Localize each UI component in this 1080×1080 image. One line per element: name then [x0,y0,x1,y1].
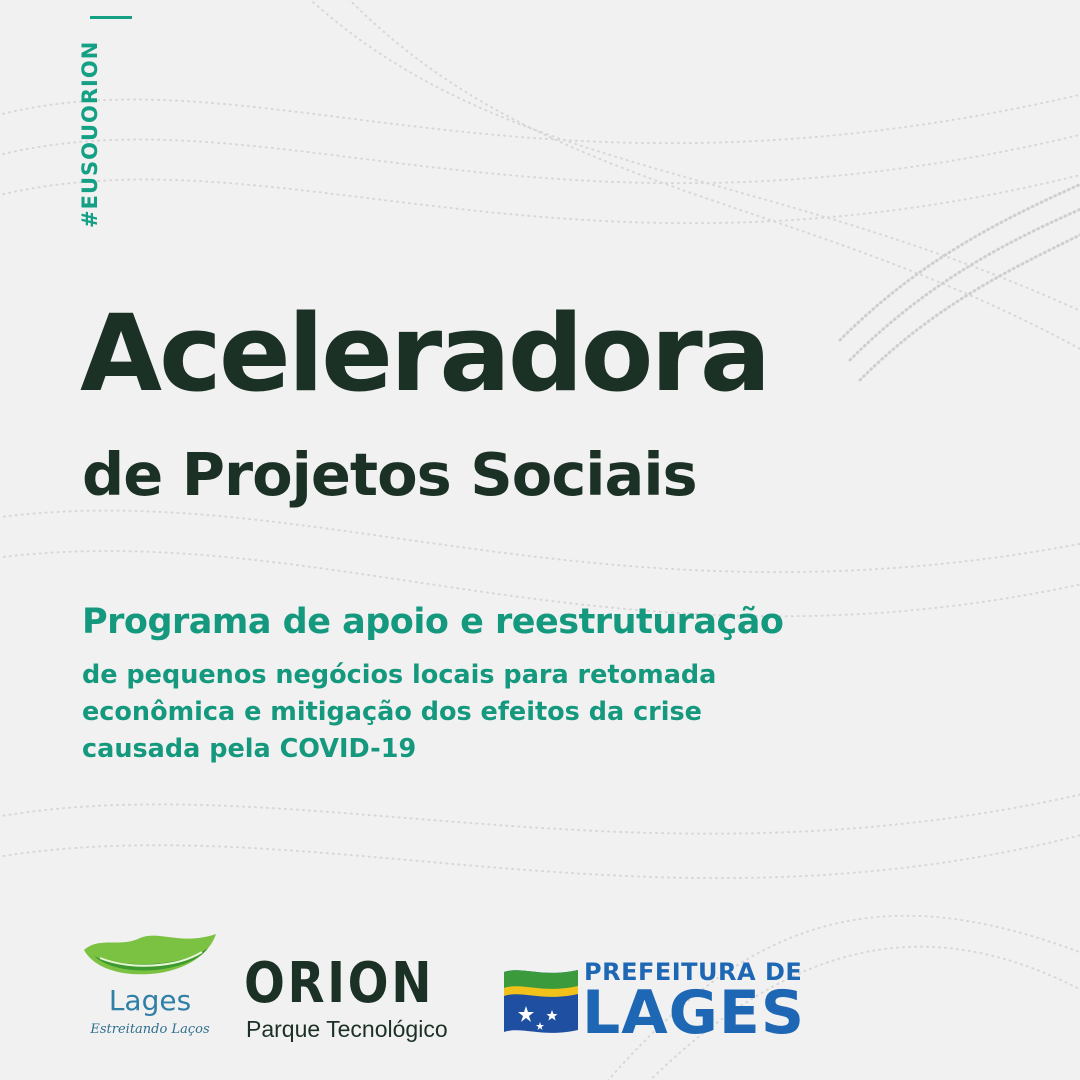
lages-wordmark: Lages [108,984,192,1017]
program-heading: Programa de apoio e reestruturação [82,602,784,642]
lages-leaf-icon [80,928,220,988]
program-line: de pequenos negócios locais para retomada [82,660,717,690]
program-line: econômica e mitigação dos efeitos da crise [82,697,702,727]
hashtag-label: #EUSOUORION [78,40,102,228]
prefeitura-heading: PREFEITURA DE [584,958,803,986]
page-title: Aceleradora [80,292,769,415]
program-description [82,657,842,768]
hashtag-accent-line [90,16,132,19]
flag-icon [502,964,580,1038]
orion-logo [244,951,464,1044]
lages-tagline: Estreitando Laços [90,1022,210,1037]
page-subtitle: de Projetos Sociais [82,440,697,509]
orion-wordmark: ORION [244,951,435,1016]
program-line: causada pela COVID-19 [82,734,417,764]
orion-subtitle: Parque Tecnológico [246,1016,448,1042]
prefeitura-wordmark: LAGES [582,978,806,1048]
prefeitura-logo [502,958,806,1048]
lages-logo [80,928,225,1048]
